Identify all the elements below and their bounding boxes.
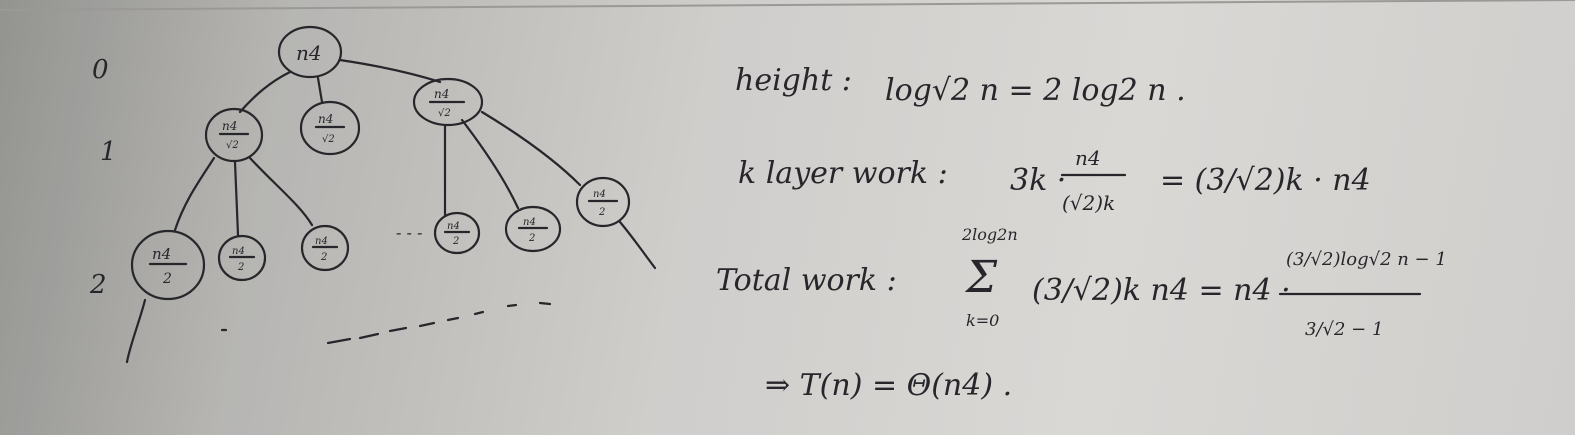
sum-lower-bound: k=0 [966, 311, 1000, 330]
node-denominator: 2 [163, 271, 172, 287]
total-frac-num: (3/√2)log√2 n − 1 [1286, 249, 1447, 270]
node-denominator: 2 [453, 236, 460, 247]
sum-symbol: Σ [966, 252, 998, 303]
level-label: 0 [92, 55, 109, 85]
node-denominator: 2 [529, 233, 536, 244]
node-denominator: 2 [238, 262, 245, 273]
node-numerator: n4 [523, 217, 536, 228]
layer-work-label: k layer work : [738, 156, 948, 191]
node-numerator: n4 [318, 112, 334, 126]
node-numerator: n4 [593, 189, 606, 200]
height-expression: log√2 n = 2 log2 n . [885, 73, 1186, 108]
node-label: n4 [296, 41, 322, 65]
layer-work-frac-den: (√2)k [1062, 191, 1116, 215]
layer-work-left: 3k · [1010, 163, 1067, 198]
node-numerator: n4 [434, 87, 450, 101]
total-work-label: Total work : [716, 263, 897, 298]
node-numerator: n4 [152, 245, 172, 263]
total-work-body: (3/√2)k n4 = n4 · [1032, 273, 1291, 308]
level-label: 2 [90, 270, 107, 300]
total-frac-den: 3/√2 − 1 [1305, 319, 1384, 340]
node-denominator: 2 [321, 252, 328, 263]
node-numerator: n4 [232, 246, 245, 257]
node-numerator: n4 [222, 119, 238, 133]
level-label: 1 [100, 137, 117, 167]
node-denominator: √2 [322, 134, 335, 145]
sum-upper-bound: 2log2n [962, 225, 1018, 244]
node-denominator: 2 [599, 207, 606, 218]
height-label: height : [735, 63, 852, 98]
node-denominator: √2 [226, 140, 239, 151]
node-denominator: √2 [438, 108, 451, 119]
layer-work-right: = (3/√2)k · n4 [1160, 163, 1371, 198]
node-numerator: n4 [315, 236, 328, 247]
layer-work-frac-num: n4 [1075, 146, 1101, 170]
result-equation: ⇒ T(n) = Θ(n4) . [765, 368, 1013, 403]
ellipsis: - - - [396, 223, 423, 242]
node-numerator: n4 [447, 221, 460, 232]
